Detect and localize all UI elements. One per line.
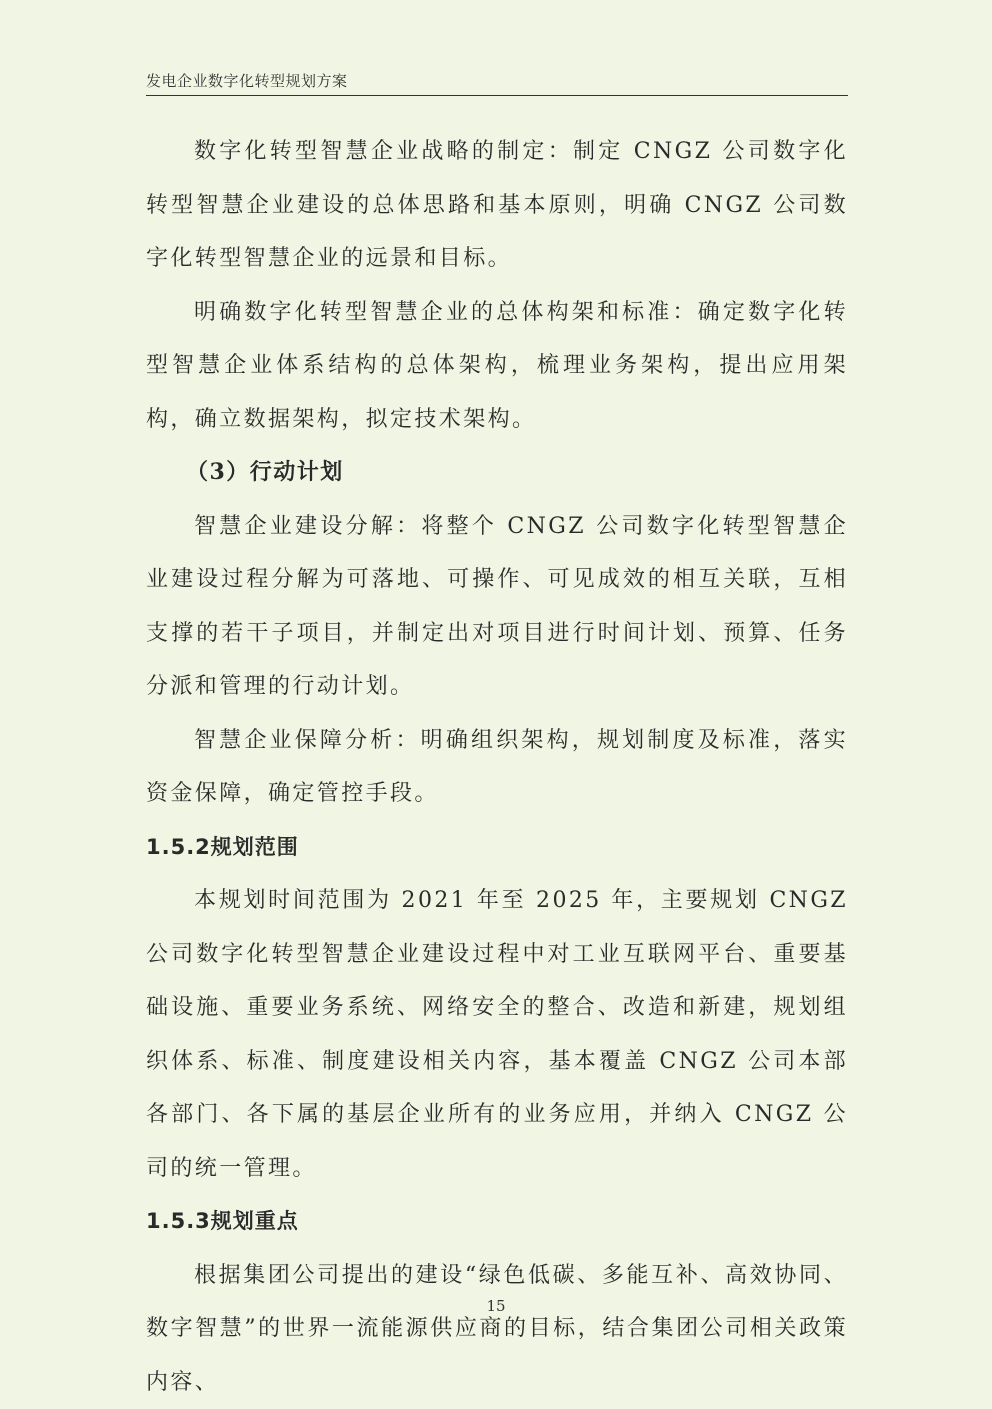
paragraph-focus: 根据集团公司提出的建设“绿色低碳、多能互补、高效协同、数字智慧”的世界一流能源供应商的目标，结合集团公司相关政策内容、 [146, 1249, 848, 1409]
subheading-action-plan: （3）行动计划 [146, 446, 848, 500]
paragraph-strategy: 数字化转型智慧企业战略的制定：制定 CNGZ 公司数字化转型智慧企业建设的总体思路和基本原则，明确 CNGZ 公司数字化转型智慧企业的远景和目标。 [146, 125, 848, 286]
paragraph-guarantee: 智慧企业保障分析：明确组织架构，规划制度及标准，落实资金保障，确定管控手段。 [146, 714, 848, 821]
page-number: 15 [0, 1297, 992, 1315]
heading-focus: 1.5.3规划重点 [146, 1195, 848, 1249]
header-title: 发电企业数字化转型规划方案 [146, 72, 348, 90]
heading-scope: 1.5.2规划范围 [146, 821, 848, 875]
paragraph-decomposition: 智慧企业建设分解：将整个 CNGZ 公司数字化转型智慧企业建设过程分解为可落地、可操作、可见成效的相互关联，互相支撑的若干子项目，并制定出对项目进行时间计划、预算、任务分派和管理的行动计划。 [146, 500, 848, 714]
page-content [146, 125, 848, 1409]
page-header [146, 70, 848, 96]
paragraph-architecture: 明确数字化转型智慧企业的总体构架和标准：确定数字化转型智慧企业体系结构的总体架构，梳理业务架构，提出应用架构，确立数据架构，拟定技术架构。 [146, 286, 848, 447]
paragraph-scope: 本规划时间范围为 2021 年至 2025 年，主要规划 CNGZ 公司数字化转型智慧企业建设过程中对工业互联网平台、重要基础设施、重要业务系统、网络安全的整合、改造和新建，规划组织体系、标准、制度建设相关内容，基本覆盖 CNGZ 公司本部各部门、各下属的基层企业所有的业务应用，并纳入 CNGZ 公司的统一管理。 [146, 874, 848, 1195]
